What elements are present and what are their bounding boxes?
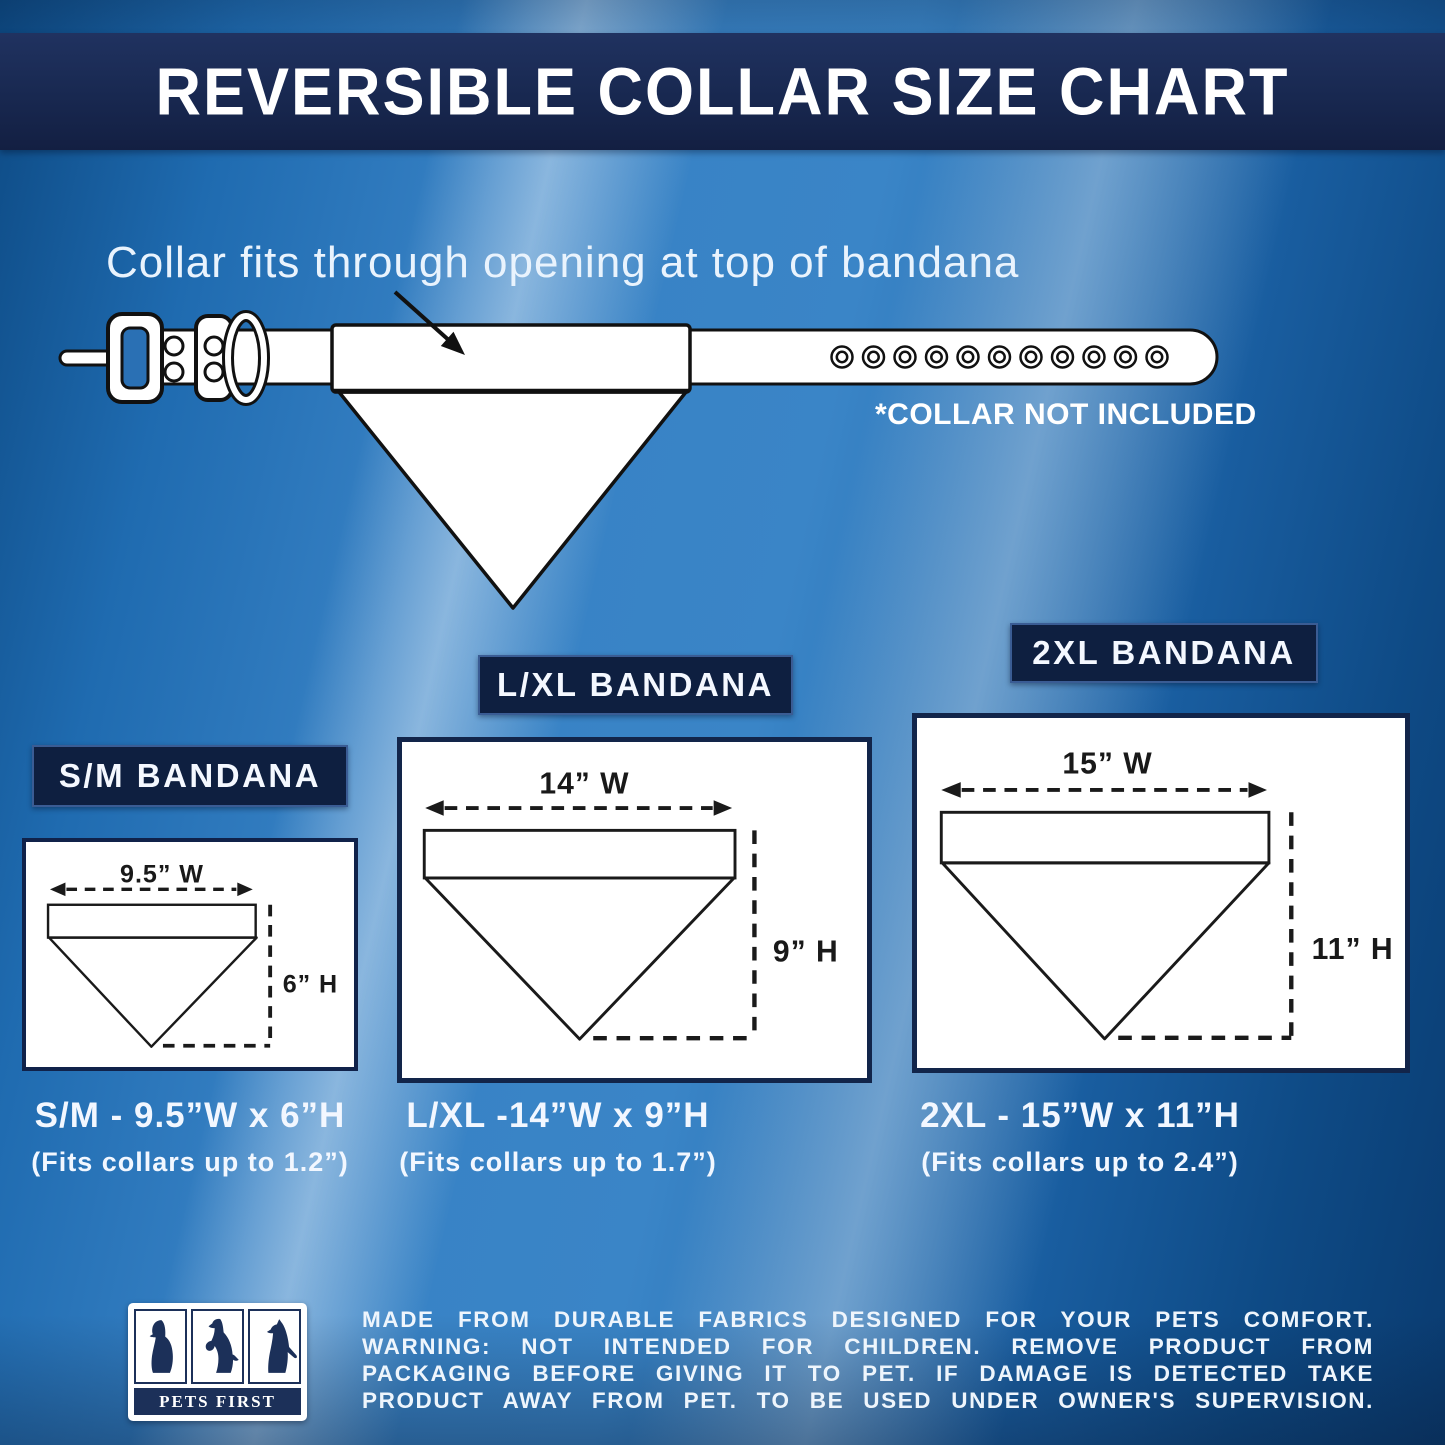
pets-first-logo [128,1303,307,1421]
dog-silhouette-3 [248,1309,301,1384]
collar-eyelets [832,347,1168,368]
collar-not-included-note: *COLLAR NOT INCLUDED [875,398,1257,431]
fits-2xl: (Fits collars up to 2.4”) [921,1147,1239,1177]
diagram-box-2xl [912,713,1410,1073]
sm-width-label: 9.5” W [120,860,204,889]
warning-line-1: MADE FROM DURABLE FABRICS DESIGNED FOR YOUR PETS COMFORT. [362,1307,1374,1332]
band-2xl-label: 2XL BANDANA [1032,634,1296,671]
diagram-lxl [402,742,867,1078]
2xl-width-label: 15” W [1062,747,1153,781]
band-lxl-label: L/XL BANDANA [497,666,774,703]
fits-sm: (Fits collars up to 1.2”) [31,1147,349,1177]
warning-line-4: PRODUCT AWAY FROM PET. TO BE USED UNDER OWNER'S SUPERVISION. [362,1388,1374,1413]
bandana-triangle [339,392,686,608]
band-sm-bandana [32,745,348,807]
collar-illustration [50,280,1300,620]
bandana-sleeve [332,325,690,392]
lxl-height-label: 9” H [772,935,839,969]
warning-line-3: PACKAGING BEFORE GIVING IT TO PET. IF DAMAGE IS DETECTED TAKE [362,1361,1374,1386]
sm-height-label: 6” H [282,970,339,999]
logo-brand-bar [134,1388,301,1415]
dog-silhouette-1 [134,1309,187,1384]
band-2xl-bandana [1010,623,1318,683]
2xl-height-label: 11” H [1311,933,1394,967]
buckle-slot [122,328,148,388]
dog-silhouette-2 [191,1309,244,1384]
logo-brand-text: PETS FIRST [159,1391,276,1411]
diagram-2xl [917,718,1405,1068]
diagram-box-sm [22,838,358,1071]
lxl-width-label: 14” W [539,767,630,801]
warning-line-2: WARNING: NOT INTENDED FOR CHILDREN. REMOVE PRODUCT FROM [362,1334,1374,1359]
warning-text-block [362,1306,1374,1414]
caption-sm: S/M - 9.5”W x 6”H [34,1096,346,1135]
diagram-box-lxl [397,737,872,1083]
page-title: REVERSIBLE COLLAR SIZE CHART [155,54,1290,129]
caption-2xl: 2XL - 15”W x 11”H [920,1096,1240,1135]
logo-dog-frames [134,1309,301,1384]
collar-caption: Collar fits through opening at top of bandana [106,238,1020,287]
band-lxl-bandana [478,655,793,715]
fits-lxl: (Fits collars up to 1.7”) [399,1147,717,1177]
header-band [0,33,1445,150]
caption-lxl: L/XL -14”W x 9”H [406,1096,710,1135]
diagram-sm [26,842,354,1067]
band-sm-label: S/M BANDANA [58,757,322,794]
